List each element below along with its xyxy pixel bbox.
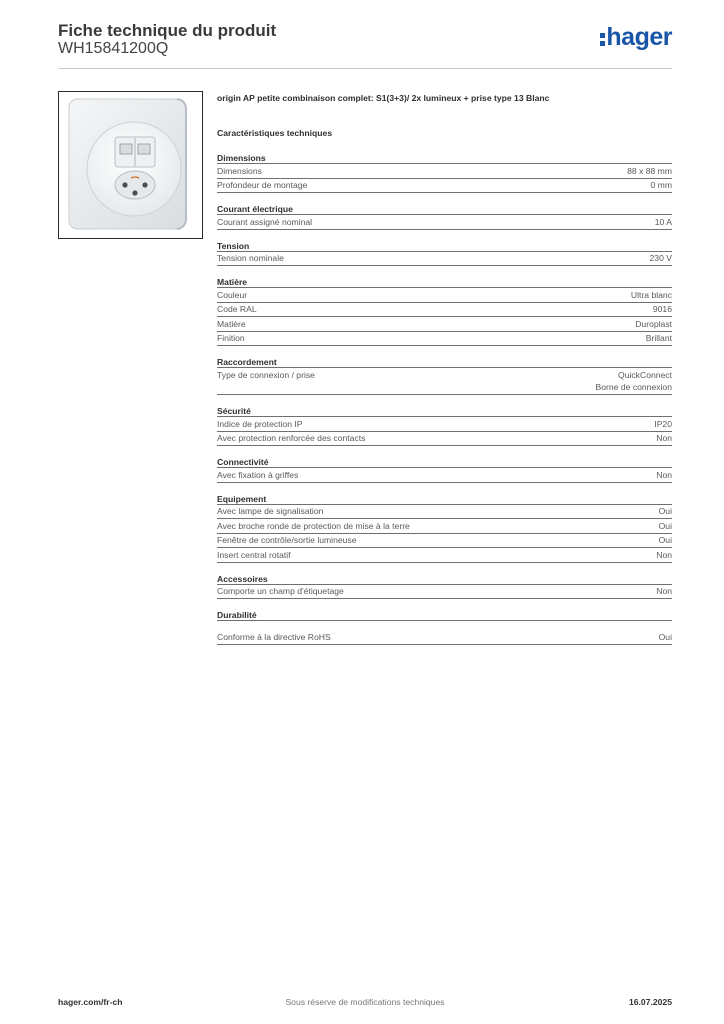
spec-row [217,417,672,432]
spec-row [217,534,672,549]
spec-value [656,549,672,561]
spec-value-line: Oui [658,506,672,516]
section-title: Connectivité [217,456,672,468]
spec-label: Dimensions [217,165,262,176]
spec-label: Type de connexion / prise [217,369,315,380]
spec-section [217,356,672,395]
spec-row [217,548,672,563]
spec-value [659,520,672,532]
spec-section [217,405,672,446]
spec-value-line: Oui [658,520,672,531]
spec-value [655,216,672,228]
spec-row [217,519,672,534]
spec-label: Comporte un champ d'étiquetage [217,586,344,596]
spec-section [217,240,672,267]
footer-date: 16.07.2025 [628,997,672,1007]
spec-section [217,152,672,193]
spec-row [217,164,672,179]
spec-row [217,317,672,332]
spec-label: Conforme à la directive RoHS [217,631,331,642]
spec-row [217,252,672,267]
section-title: Sécurité [217,405,672,417]
spec-value-line: Non [656,433,672,443]
product-reference: WH15841200Q [58,40,169,57]
spec-value [659,534,672,546]
spec-label: Fenêtre de contrôle/sortie lumineuse [217,535,357,545]
spec-value-line: Ultra blanc [630,289,672,300]
spec-label: Indice de protection IP [217,418,303,429]
spec-value [627,165,672,177]
spec-value-line: 88 x 88 mm [627,165,672,176]
spec-value [653,303,672,315]
spec-row [217,179,672,194]
spec-section [217,573,672,600]
spec-row [217,468,672,483]
spec-row [217,303,672,318]
spec-value [651,179,672,191]
logo-colon-icon [600,33,605,46]
spec-value [656,469,672,481]
spec-value-line: Borne de connexion [595,381,672,392]
spec-value [650,252,672,264]
product-details [217,91,672,645]
section-title: Accessoires [217,573,672,585]
spec-value [631,289,672,301]
spec-row [217,332,672,347]
spec-value [656,432,672,444]
technical-characteristics-title: Caractéristiques techniques [217,128,333,138]
section-title: Tension [217,240,672,252]
product-image [58,91,203,239]
spec-value-line: Duroplast [635,318,672,329]
spec-value [646,332,672,344]
spec-label: Code RAL [217,304,257,314]
section-title: Equipement [217,493,672,505]
spec-value-line: Oui [658,631,672,642]
spec-value [635,318,672,330]
spec-value-line: Brillant [645,333,672,343]
spec-section [217,203,672,230]
page-header [58,21,672,69]
spec-value-line: QuickConnect [618,369,672,380]
footer-disclaimer: Sous réserve de modifications techniques [285,997,445,1007]
section-title: Durabilité [217,609,672,621]
spec-label: Avec protection renforcée des contacts [217,433,366,443]
spec-label: Matière [217,318,246,329]
spec-section [217,456,672,483]
spec-value [596,369,672,393]
spec-label: Insert central rotatif [217,549,291,560]
spec-value-line: 9016 [652,304,672,314]
spec-row [217,215,672,230]
spec-label: Tension nominale [217,253,284,263]
spec-row [217,630,672,645]
spec-value-line: 0 mm [650,180,672,190]
logo-text: hager [606,23,672,51]
section-title: Dimensions [217,152,672,164]
spec-value-line: 230 V [649,253,672,263]
spec-row [217,288,672,303]
spec-label: Avec fixation à griffes [217,469,299,480]
footer-website: hager.com/fr-ch [58,997,123,1007]
spec-sections [217,152,672,645]
section-title: Matière [217,276,672,288]
spec-value-line: Non [656,469,672,480]
spec-value-line: Non [656,549,672,560]
spec-label: Couleur [217,289,248,300]
spec-section [217,609,672,645]
spec-section [217,276,672,346]
spec-label: Finition [217,333,245,343]
section-title: Courant électrique [217,203,672,215]
spec-label: Courant assigné nominal [217,216,313,227]
section-title: Raccordement [217,356,672,368]
spec-value [659,505,672,517]
spec-value-line: Non [656,586,672,596]
spec-value-line: IP20 [654,418,672,429]
hager-logo [600,25,672,50]
spec-label: Avec lampe de signalisation [217,506,324,516]
spec-value [654,418,672,430]
spec-row [217,368,672,395]
spec-section [217,493,672,563]
spec-value-line: Oui [658,535,672,545]
spec-label: Avec broche ronde de protection de mise à la terre [217,520,410,531]
spec-row [217,432,672,447]
socket-switch-combination-icon [59,92,202,238]
product-description: origin AP petite combinaison complet: S1(3+3)/ 2x lumineux + prise type 13 Blanc [217,93,550,103]
spec-value [659,631,672,643]
spec-row [217,505,672,520]
spec-value [656,585,672,597]
spec-row [217,585,672,600]
document-title: Fiche technique du produit [58,21,277,40]
spec-value-line: 10 A [654,216,672,227]
spec-label: Profondeur de montage [217,180,308,190]
